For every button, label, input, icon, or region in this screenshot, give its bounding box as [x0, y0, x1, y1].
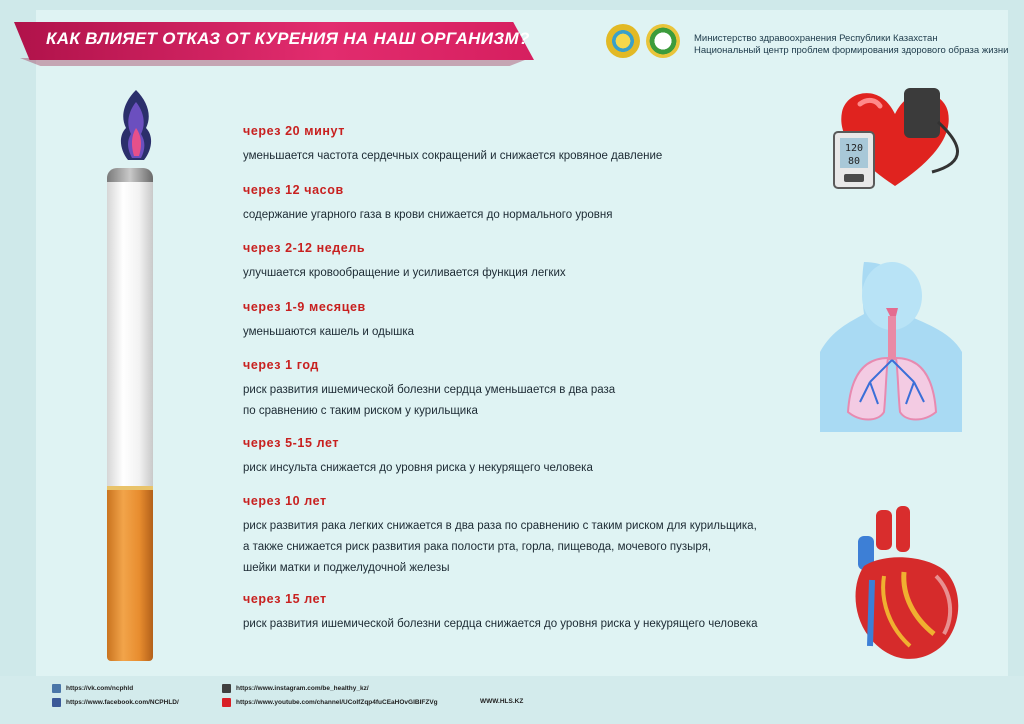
timeline-entry — [243, 183, 612, 226]
timeline-entry — [243, 592, 758, 635]
entry-line: риск развития ишемической болезни сердца уменьшается в два раза — [243, 384, 616, 396]
entry-description — [243, 263, 566, 284]
health-center-logo-icon — [646, 24, 680, 58]
heart-blood-pressure-icon — [820, 82, 970, 194]
cigarette-illustration — [107, 168, 153, 661]
cigarette-paper — [107, 168, 153, 493]
ministry-line-2: Национальный центр проблем формирования здорового образа жизни — [694, 45, 1009, 56]
timeline-entry — [243, 494, 757, 579]
entry-period: через 10 лет — [243, 494, 327, 508]
entry-line: риск развития рака легких снижается в два раза по сравнению с таким риском для курильщика, — [243, 520, 757, 532]
timeline-entry — [243, 300, 414, 343]
timeline-entry — [243, 358, 615, 422]
ministry-caption — [694, 33, 1008, 57]
entry-period: через 20 минут — [243, 124, 345, 138]
timeline-entry — [243, 124, 662, 167]
facebook-icon — [52, 698, 61, 707]
instagram-icon — [222, 684, 231, 693]
timeline-entry — [243, 436, 593, 479]
entry-period: через 1-9 месяцев — [243, 300, 366, 314]
youtube-url: https://www.youtube.com/channel/UCoIfZqp4fuCEaHOvGIBIFZVg — [236, 699, 438, 706]
cigarette-ash — [107, 168, 153, 182]
footer-youtube-link[interactable] — [222, 698, 438, 707]
monitor-diastolic: 80 — [847, 156, 861, 167]
entry-description — [243, 322, 414, 343]
facebook-url: https://www.facebook.com/NCPHLD/ — [66, 699, 179, 706]
flame-icon — [114, 88, 158, 170]
page-title: КАК ВЛИЯЕТ ОТКАЗ ОТ КУРЕНИЯ НА НАШ ОРГАНИЗМ? — [46, 29, 530, 48]
entry-line: риск развития ишемической болезни сердца снижается до уровня риска у некурящего человека — [243, 618, 758, 630]
monitor-systolic: 120 — [844, 143, 864, 154]
entry-line: риск инсульта снижается до уровня риска у некурящего человека — [243, 462, 593, 474]
entry-line: шейки матки и поджелудочной железы — [243, 562, 450, 574]
entry-period: через 12 часов — [243, 183, 344, 197]
entry-line: уменьшаются кашель и одышка — [243, 326, 415, 338]
entry-description — [243, 146, 662, 167]
entry-description — [243, 458, 593, 479]
entry-period: через 15 лет — [243, 592, 327, 606]
entry-period: через 1 год — [243, 358, 319, 372]
timeline-entry — [243, 241, 566, 284]
footer-site-link[interactable] — [480, 698, 523, 705]
entry-description — [243, 516, 757, 579]
footer-instagram-link[interactable] — [222, 684, 369, 693]
entry-period: через 2-12 недель — [243, 241, 366, 255]
entry-line: а также снижается риск развития рака полости рта, горла, пищевода, мочевого пузыря, — [243, 541, 712, 553]
entry-description — [243, 380, 615, 422]
entry-description — [243, 205, 612, 226]
lungs-icon — [820, 262, 964, 432]
entry-period: через 5-15 лет — [243, 436, 340, 450]
ministry-line-1: Министерство здравоохранения Республики Казахстан — [694, 33, 938, 44]
instagram-url: https://www.instagram.com/be_healthy_kz/ — [236, 685, 369, 692]
entry-line: уменьшается частота сердечных сокращений и снижается кровяное давление — [243, 150, 663, 162]
footer-facebook-link[interactable] — [52, 698, 179, 707]
site-url: WWW.HLS.KZ — [480, 698, 524, 705]
vk-icon — [52, 684, 61, 693]
entry-line: содержание угарного газа в крови снижается до нормального уровня — [243, 209, 613, 221]
youtube-icon — [222, 698, 231, 707]
anatomical-heart-icon — [840, 506, 968, 670]
footer-vk-link[interactable] — [52, 684, 133, 693]
entry-description — [243, 614, 758, 635]
vk-url: https://vk.com/ncphld — [66, 685, 134, 692]
entry-line: улучшается кровообращение и усиливается функция легких — [243, 267, 566, 279]
kazakhstan-emblem-icon — [606, 24, 640, 58]
cigarette-filter — [107, 490, 153, 661]
entry-line: по сравнению с таким риском у курильщика — [243, 405, 478, 417]
